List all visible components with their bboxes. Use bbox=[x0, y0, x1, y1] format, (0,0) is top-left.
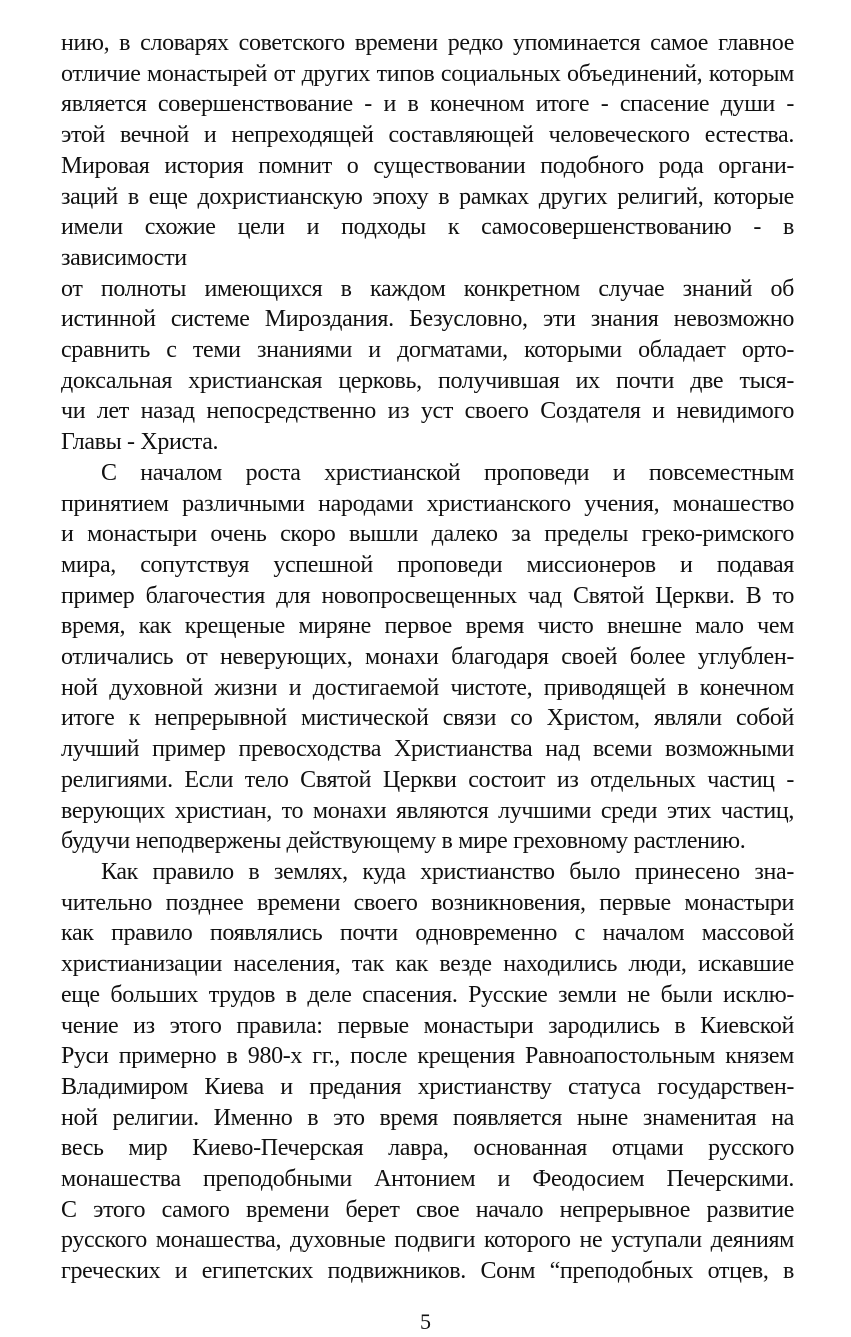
text-line: религиями. Если тело Святой Церкви состоит из отдельных частиц - bbox=[61, 766, 794, 793]
text-line: доксальная христианская церковь, получившая их почти две тыся- bbox=[61, 367, 794, 394]
text-line: весь мир Киево-Печерская лавра, основанная отцами русского bbox=[61, 1135, 794, 1162]
text-line: чительно позднее времени своего возникновения, первые монастыри bbox=[61, 889, 794, 916]
paragraph bbox=[61, 857, 794, 1287]
paragraph bbox=[61, 28, 794, 458]
text-line: ной религии. Именно в это время появляется ныне знаменитая на bbox=[61, 1104, 794, 1131]
text-line: русского монашества, духовные подвиги которого не уступали деяниям bbox=[61, 1227, 794, 1254]
text-line: ной духовной жизни и достигаемой чистоте, приводящей в конечном bbox=[61, 674, 794, 701]
text-line: принятием различными народами христианского учения, монашество bbox=[61, 490, 794, 517]
text-line: Руси примерно в 980-х гг., после крещения Равноапостольным князем bbox=[61, 1043, 794, 1070]
text-line: С началом роста христианской проповеди и повсеместным bbox=[101, 459, 794, 486]
text-line: нию, в словарях советского времени редко упоминается самое главное bbox=[61, 30, 794, 56]
text-line: С этого самого времени берет свое начало непрерывное развитие bbox=[61, 1196, 794, 1223]
text-line: Мировая история помнит о существовании подобного рода органи- bbox=[61, 152, 794, 179]
page-number: 5 bbox=[420, 1308, 431, 1334]
text-line: является совершенствование - и в конечном итоге - спасение души - bbox=[61, 91, 794, 118]
text-line: еще больших трудов в деле спасения. Русские земли не были исклю- bbox=[61, 981, 794, 1008]
text-line: от полноты имеющихся в каждом конкретном случае знаний об bbox=[61, 275, 794, 302]
text-line: монашества преподобными Антонием и Феодосием Печерскими. bbox=[61, 1166, 794, 1193]
text-line: будучи неподвержены действующему в мире греховному растлению. bbox=[61, 828, 746, 855]
text-line: и монастыри очень скоро вышли далеко за пределы греко-римского bbox=[61, 521, 794, 548]
text-line: чение из этого правила: первые монастыри зародились в Киевской bbox=[61, 1012, 794, 1039]
text-line: верующих христиан, то монахи являются лучшими среди этих частиц, bbox=[61, 797, 794, 824]
text-line: Владимиром Киева и предания христианству статуса государствен- bbox=[61, 1073, 794, 1100]
paragraph bbox=[61, 458, 794, 857]
page-body bbox=[61, 0, 794, 1287]
text-line: мира, сопутствуя успешной проповеди миссионеров и подавая bbox=[61, 551, 794, 578]
text-line: итоге к непрерывной мистической связи со Христом, являли собой bbox=[61, 705, 794, 732]
text-line: имели схожие цели и подходы к самосовершенствованию - в зависимости bbox=[61, 214, 794, 271]
text-line: лучший пример превосходства Христианства над всеми возможными bbox=[61, 736, 794, 763]
text-line: истинной системе Мироздания. Безусловно, эти знания невозможно bbox=[61, 306, 794, 333]
text-line: христианизации населения, так как везде находились люди, искавшие bbox=[61, 951, 794, 978]
text-line: сравнить с теми знаниями и догматами, которыми обладает орто- bbox=[61, 337, 794, 364]
text-line: время, как крещеные миряне первое время чисто внешне мало чем bbox=[61, 613, 794, 640]
text-line: отличались от неверующих, монахи благодаря своей более углублен- bbox=[61, 644, 794, 671]
text-line: заций в еще дохристианскую эпоху в рамках других религий, которые bbox=[61, 183, 794, 210]
text-line: чи лет назад непосредственно из уст своего Создателя и невидимого bbox=[61, 398, 794, 425]
text-line: Главы - Христа. bbox=[61, 429, 219, 456]
text-line: отличие монастырей от других типов социальных объединений, которым bbox=[61, 60, 794, 87]
text-line: греческих и египетских подвижников. Сонм “преподобных отцев, в bbox=[61, 1258, 794, 1285]
text-line: пример благочестия для новопросвещенных чад Святой Церкви. В то bbox=[61, 582, 794, 609]
text-line: как правило появлялись почти одновременно с началом массовой bbox=[61, 920, 794, 947]
text-line: этой вечной и непреходящей составляющей человеческого естества. bbox=[61, 122, 794, 149]
text-line: Как правило в землях, куда христианство было принесено зна- bbox=[101, 858, 794, 885]
